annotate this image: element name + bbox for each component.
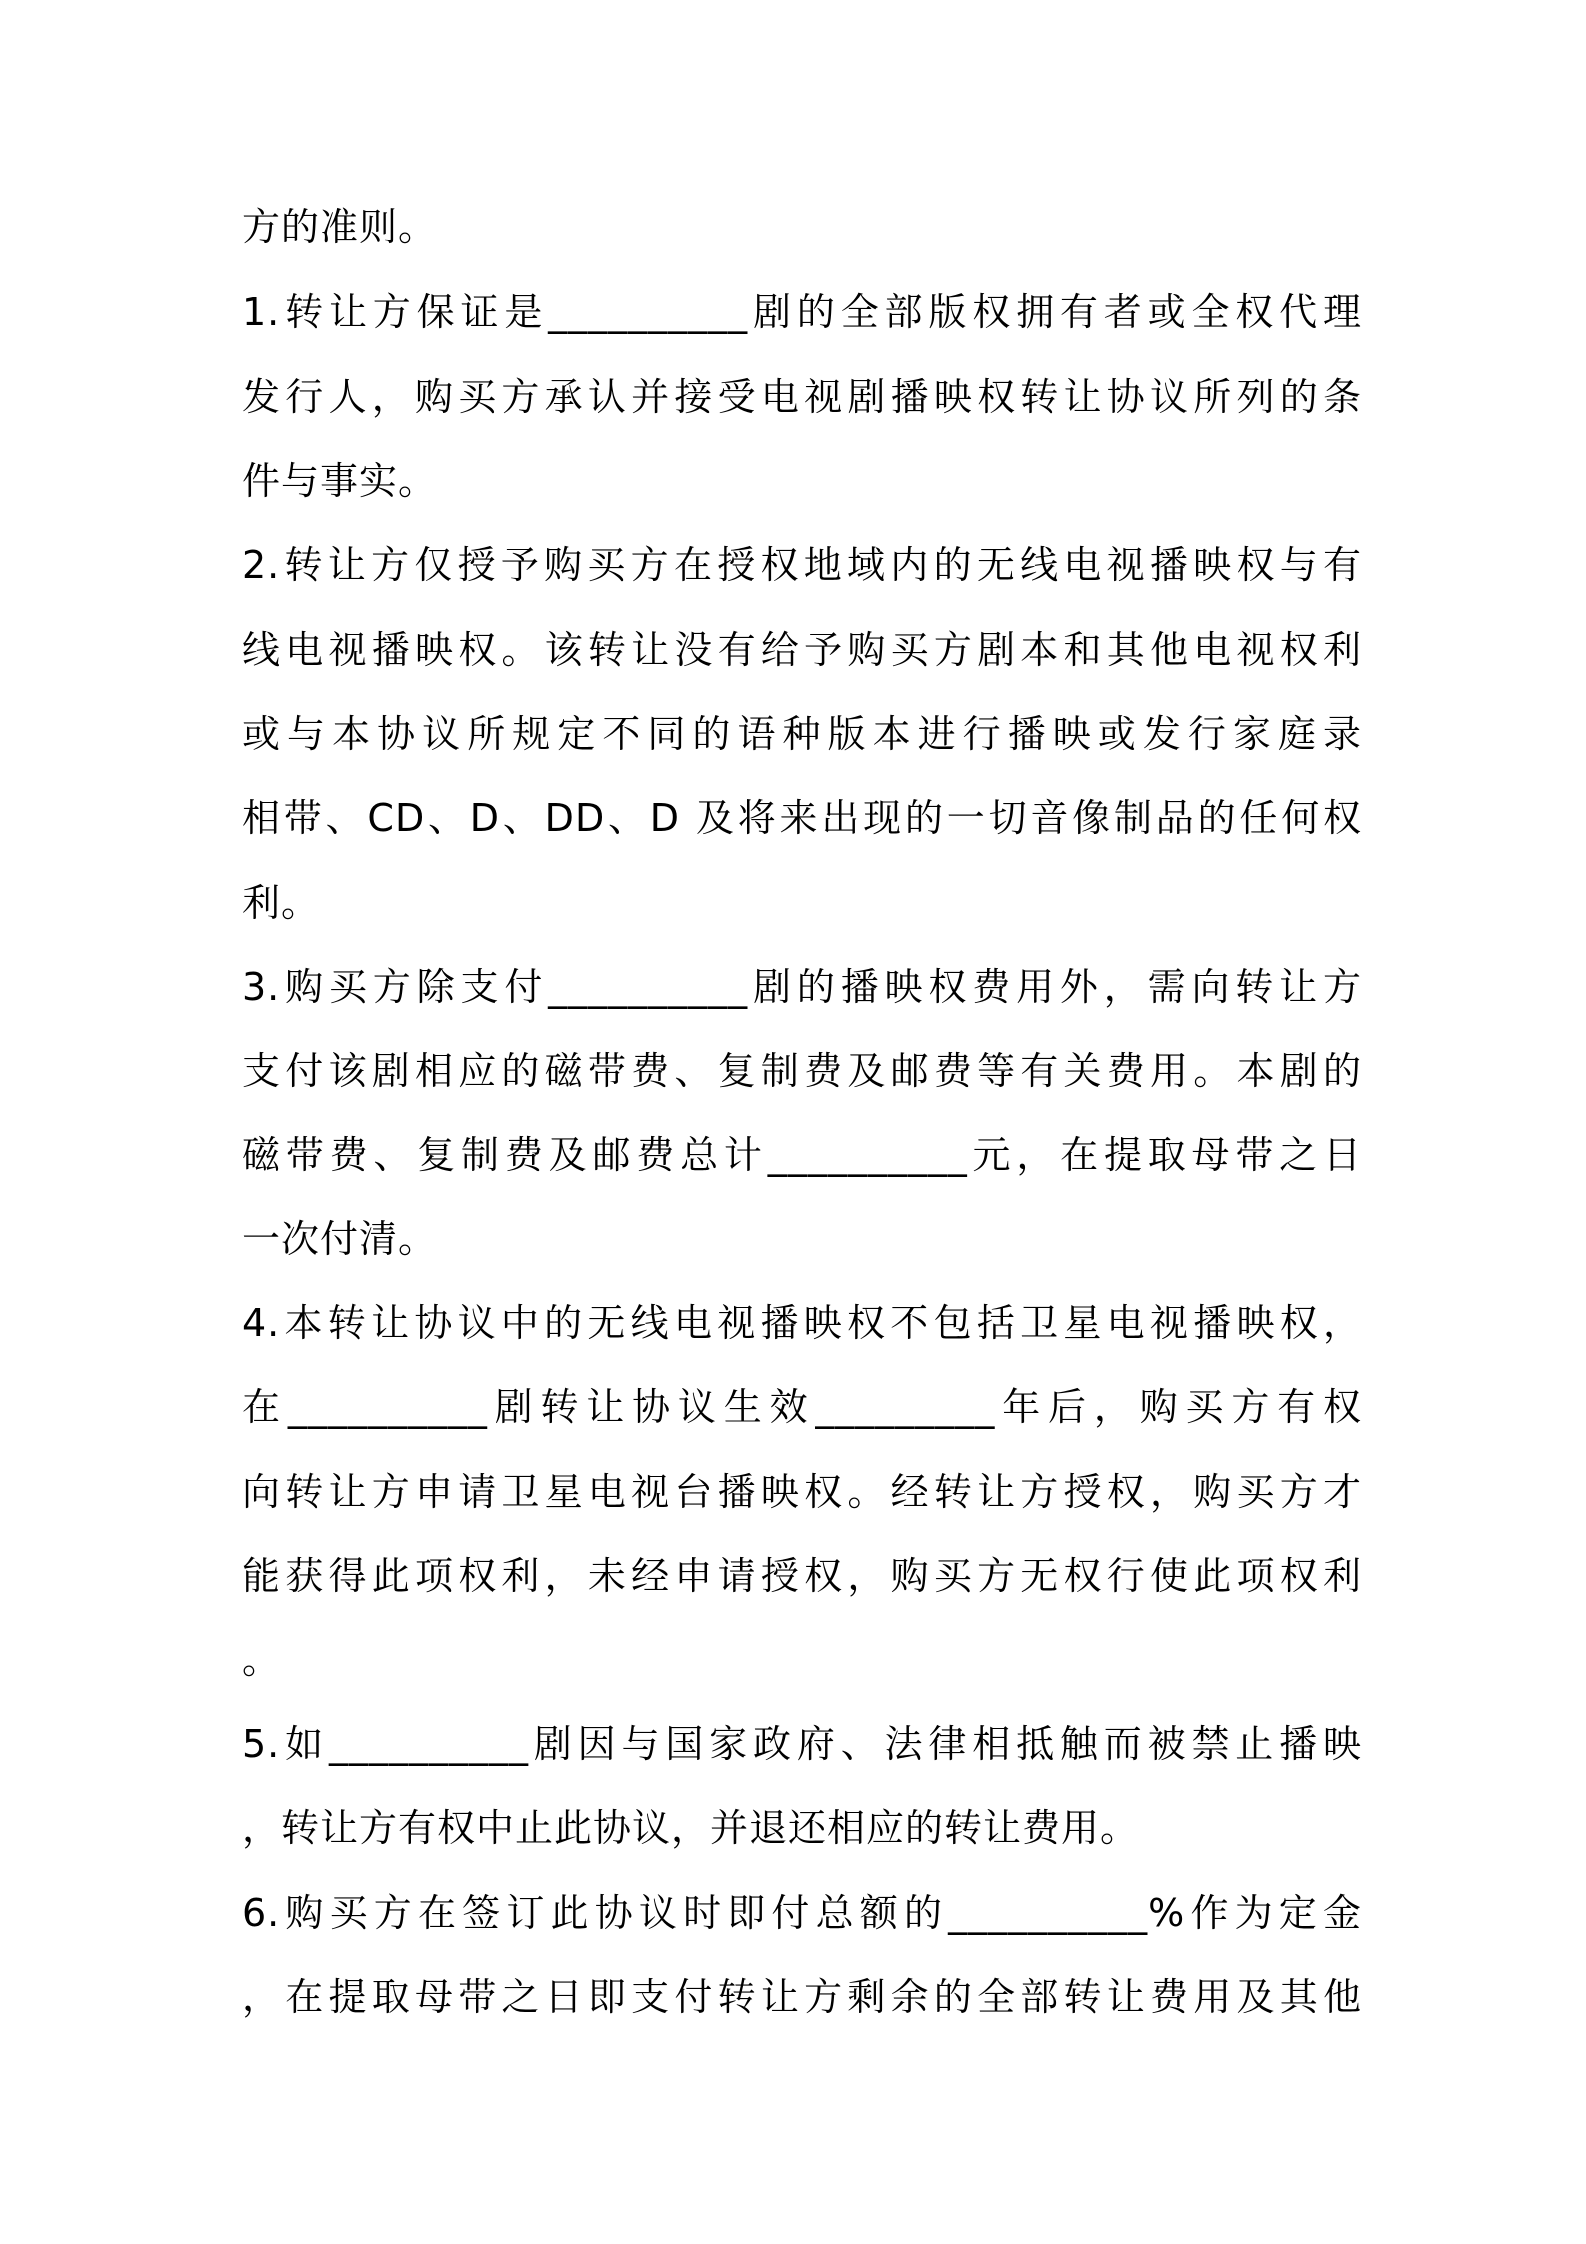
text-line: 磁带费、复制费及邮费总计__________元，在提取母带之日: [242, 1133, 1362, 1177]
text-line: 能获得此项权利，未经申请授权，购买方无权行使此项权利: [242, 1554, 1362, 1598]
text-line: ，转让方有权中止此协议，并退还相应的转让费用。: [242, 1806, 1140, 1850]
text-line: 件与事实。: [242, 459, 438, 503]
text-line: 方的准则。: [242, 205, 438, 249]
text-line: 5.如__________剧因与国家政府、法律相抵触而被禁止播映: [242, 1722, 1362, 1766]
text-line: 6.购买方在签订此协议时即付总额的__________%作为定金: [242, 1891, 1362, 1935]
text-line: 或与本协议所规定不同的语种版本进行播映或发行家庭录: [242, 712, 1362, 756]
text-line: 相带、CD、D、DD、D 及将来出现的一切音像制品的任何权: [242, 796, 1362, 840]
text-line: 3.购买方除支付__________剧的播映权费用外，需向转让方: [242, 965, 1362, 1009]
text-line: 4.本转让协议中的无线电视播映权不包括卫星电视播映权，: [242, 1301, 1362, 1345]
text-line: 2.转让方仅授予购买方在授权地域内的无线电视播映权与有: [242, 543, 1362, 587]
text-line: 一次付清。: [242, 1217, 438, 1261]
text-line: ，在提取母带之日即支付转让方剩余的全部转让费用及其他: [242, 1975, 1362, 2019]
text-line: 在__________剧转让协议生效_________年后，购买方有权: [242, 1385, 1362, 1429]
text-line: 线电视播映权。该转让没有给予购买方剧本和其他电视权利: [242, 628, 1362, 672]
text-line: 。: [242, 1638, 282, 1682]
text-line: 支付该剧相应的磁带费、复制费及邮费等有关费用。本剧的: [242, 1049, 1362, 1093]
text-line: 向转让方申请卫星电视台播映权。经转让方授权，购买方才: [242, 1470, 1362, 1514]
text-line: 发行人，购买方承认并接受电视剧播映权转让协议所列的条: [242, 375, 1362, 419]
text-line: 1.转让方保证是__________剧的全部版权拥有者或全权代理: [242, 290, 1362, 334]
text-line: 利。: [242, 881, 321, 925]
